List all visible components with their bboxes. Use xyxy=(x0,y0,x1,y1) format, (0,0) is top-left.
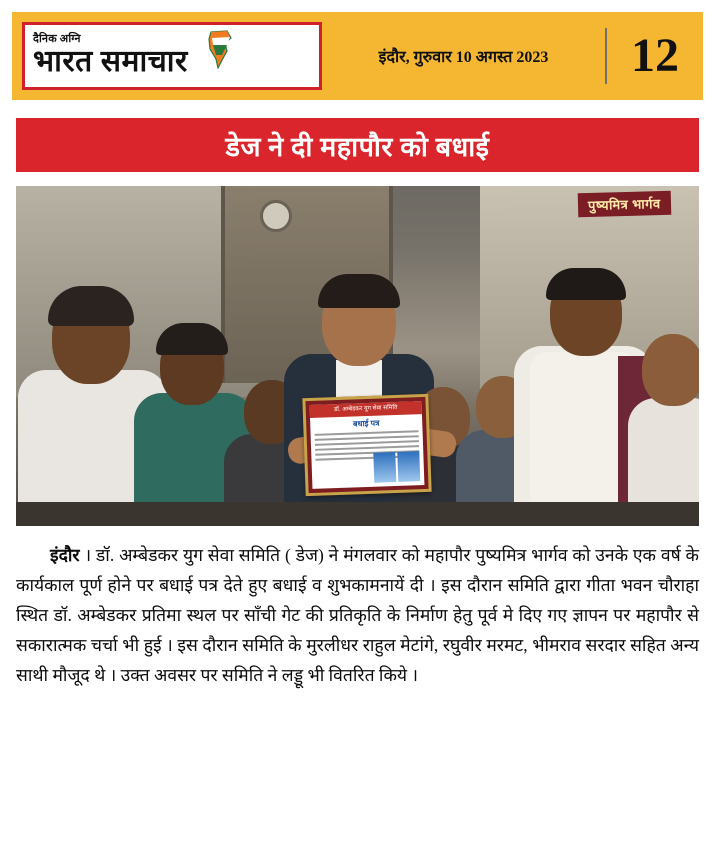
page-number: 12 xyxy=(631,29,679,82)
logo-title: भारत समाचार xyxy=(33,45,188,78)
masthead xyxy=(12,12,703,100)
plaque-portraits xyxy=(373,451,420,483)
article-dateline: इंदौर xyxy=(50,545,80,565)
logo-sub-title: दैनिक अग्नि xyxy=(33,33,81,45)
wall-clock-icon xyxy=(260,200,292,232)
portrait-photo-left xyxy=(373,452,396,483)
headline-bar xyxy=(16,118,699,172)
dateline: इंदौर, गुरुवार 10 अगस्त 2023 xyxy=(378,49,549,66)
article-text: । डॉ. अम्बेडकर युग सेवा समिति ( डेज) ने मंगलवार को महापौर पुष्यमित्र भार्गव को उनके एक वर्ष के कार्यकाल पूर्ण होने पर बधाई पत्र देते हुए बधाई व शुभकामनायें दी । इस दौरान समिति द्वारा गीता भवन चौराहा स्थित डॉ. अम्बेडकर प्रतिमा स्थल पर साँची गेट की प्रतिकृति के निर्माण हेतु पूर्व मे दिए गए ज्ञापन पर महापौर से सकारात्मक चर्चा भी हुई । इस दौरान समिति के मुरलीधर राहुल मेटांगे, रघुवीर मरमट, भीमराव सरदार सहित अन्य साथी मौजूद थे । उक्त अवसर पर समिति ने लड्डू भी वितरित किये । xyxy=(16,545,699,685)
newspaper-logo xyxy=(22,22,322,90)
headline-text: डेज ने दी महापौर को बधाई xyxy=(225,131,490,162)
photo-floor xyxy=(16,502,699,526)
article-photo xyxy=(16,186,699,526)
article-body xyxy=(16,540,699,690)
plaque-title: बधाई पत्र xyxy=(352,418,380,429)
award-plaque xyxy=(302,394,431,496)
portrait-photo-right xyxy=(397,451,420,482)
india-map-icon xyxy=(207,29,233,69)
plaque-band-text: डॉ. अम्बेडकर युग सेवा समिति xyxy=(310,401,422,418)
newspaper-clipping-page xyxy=(0,12,715,866)
photo-banner-text: पुष्यमित्र भार्गव xyxy=(578,191,671,217)
person-figure xyxy=(628,316,699,526)
